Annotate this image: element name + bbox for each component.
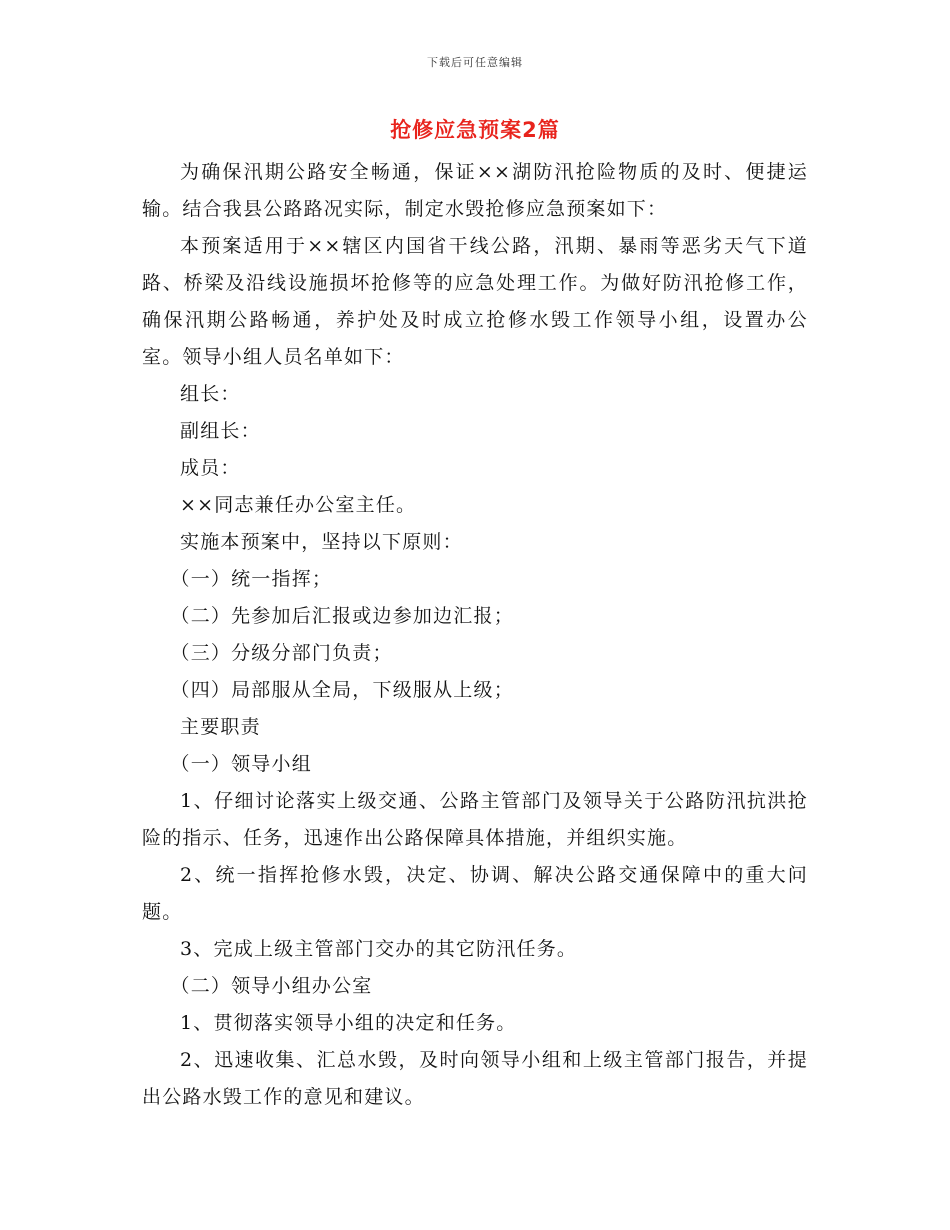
paragraph: 1、仔细讨论落实上级交通、公路主管部门及领导关于公路防汛抗洪抢险的指示、任务，迅速作出公路保障具体措施，并组织实施。 <box>142 790 808 849</box>
document-body <box>142 154 808 1116</box>
paragraph: ××同志兼任办公室主任。 <box>180 494 417 516</box>
paragraph: 1、贯彻落实领导小组的决定和任务。 <box>180 1012 517 1034</box>
paragraph: （一）统一指挥； <box>170 568 333 590</box>
paragraph: （三）分级分部门负责； <box>170 642 393 664</box>
paragraph: 组长： <box>180 383 241 405</box>
paragraph: 成员： <box>180 457 241 479</box>
paragraph: 主要职责 <box>180 716 261 738</box>
paragraph: （二）先参加后汇报或边参加边汇报； <box>170 605 514 627</box>
paragraph: （四）局部服从全局，下级服从上级； <box>170 679 514 701</box>
paragraph: 2、统一指挥抢修水毁，决定、协调、解决公路交通保障中的重大问题。 <box>142 864 808 923</box>
header-note: 下载后可任意编辑 <box>427 56 523 69</box>
paragraph: 为确保汛期公路安全畅通，保证××湖防汛抢险物质的及时、便捷运输。结合我县公路路况实际，制定水毁抢修应急预案如下： <box>142 161 808 220</box>
paragraph: （二）领导小组办公室 <box>170 975 373 997</box>
paragraph: 副组长： <box>180 420 261 442</box>
paragraph: 本预案适用于××辖区内国省干线公路，汛期、暴雨等恶劣天气下道路、桥梁及沿线设施损坏抢修等的应急处理工作。为做好防汛抢修工作，确保汛期公路畅通，养护处及时成立抢修水毁工作领导小组，设置办公室。领导小组人员名单如下： <box>142 235 808 368</box>
paragraph: 实施本预案中，坚持以下原则： <box>180 531 463 553</box>
paragraph: 2、迅速收集、汇总水毁，及时向领导小组和上级主管部门报告，并提出公路水毁工作的意见和建议。 <box>142 1049 808 1108</box>
document-title: 抢修应急预案2篇 <box>390 118 560 142</box>
paragraph: （一）领导小组 <box>170 753 312 775</box>
paragraph: 3、完成上级主管部门交办的其它防汛任务。 <box>180 938 578 960</box>
